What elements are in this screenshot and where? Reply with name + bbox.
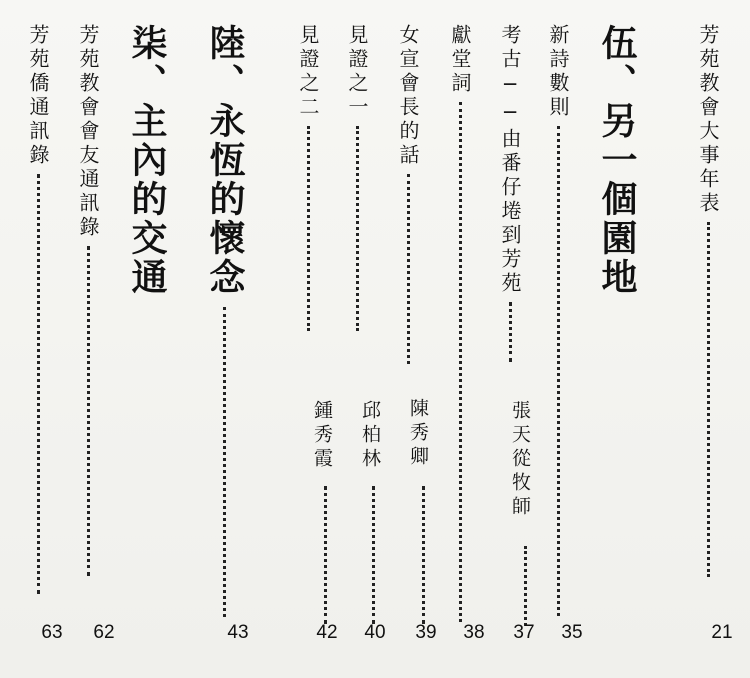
toc-entry-author: 陳秀卿 [407, 398, 429, 470]
toc-entry-testimony-one [347, 24, 367, 331]
dot-leader [356, 126, 359, 331]
toc-entry-annual-events [698, 24, 718, 577]
toc-entry-testimony-two [298, 24, 318, 331]
dot-leader [524, 546, 527, 626]
page-number: 63 [41, 622, 63, 643]
dot-leader [324, 486, 327, 624]
toc-entry-author: 張天從牧師 [509, 400, 531, 520]
dot-leader [407, 174, 410, 364]
toc-entry-title: 女宣會長的話 [396, 24, 420, 168]
toc-entry-archaeology [500, 24, 520, 362]
page-number: 43 [227, 622, 249, 643]
page-number: 38 [463, 622, 485, 643]
toc-entry-title: 芳苑教會會友通訊錄 [76, 24, 100, 240]
page-number: 37 [513, 622, 535, 643]
section-heading-title: 柒、主內的交通 [126, 24, 167, 297]
toc-entry-title: 芳苑僑通訊錄 [26, 24, 50, 168]
dot-leader [87, 246, 90, 576]
dot-leader [422, 486, 425, 624]
page-number: 39 [415, 622, 437, 643]
dot-leader [37, 174, 40, 594]
toc-entry-dedication [450, 24, 470, 622]
toc-entry-title: 芳苑教會大事年表 [696, 24, 720, 216]
page-number: 62 [93, 622, 115, 643]
toc-entry-womens-president [398, 24, 418, 364]
toc-entry-new-poems [548, 24, 568, 616]
dot-leader [372, 486, 375, 624]
dot-leader [223, 307, 226, 617]
dot-leader [509, 302, 512, 362]
page-number: 35 [561, 622, 583, 643]
page-number: 42 [316, 622, 338, 643]
toc-entry-title: 新詩數則 [546, 24, 570, 120]
toc-entry-title: 考古──由番仔埢到芳苑 [498, 24, 522, 296]
dot-leader [707, 222, 710, 577]
section-heading-title: 陸、永恆的懷念 [204, 24, 245, 297]
page-number: 21 [711, 622, 733, 643]
toc-entry-author: 邱柏林 [359, 400, 381, 472]
toc-entry-author: 鍾秀霞 [311, 400, 333, 472]
dot-leader [557, 126, 560, 616]
dot-leader [459, 102, 462, 622]
toc-entry-member-directory [78, 24, 98, 576]
page-number: 40 [364, 622, 386, 643]
section-heading-five [596, 24, 637, 297]
section-heading-title: 伍、另一個園地 [596, 24, 637, 297]
section-heading-six [204, 24, 245, 617]
section-heading-seven [126, 24, 167, 297]
dot-leader [307, 126, 310, 331]
toc-entry-title: 見證之一 [345, 24, 369, 120]
toc-entry-title: 獻堂詞 [448, 24, 472, 96]
toc-entry-title: 見證之二 [296, 24, 320, 120]
toc-entry-overseas-directory [28, 24, 48, 594]
